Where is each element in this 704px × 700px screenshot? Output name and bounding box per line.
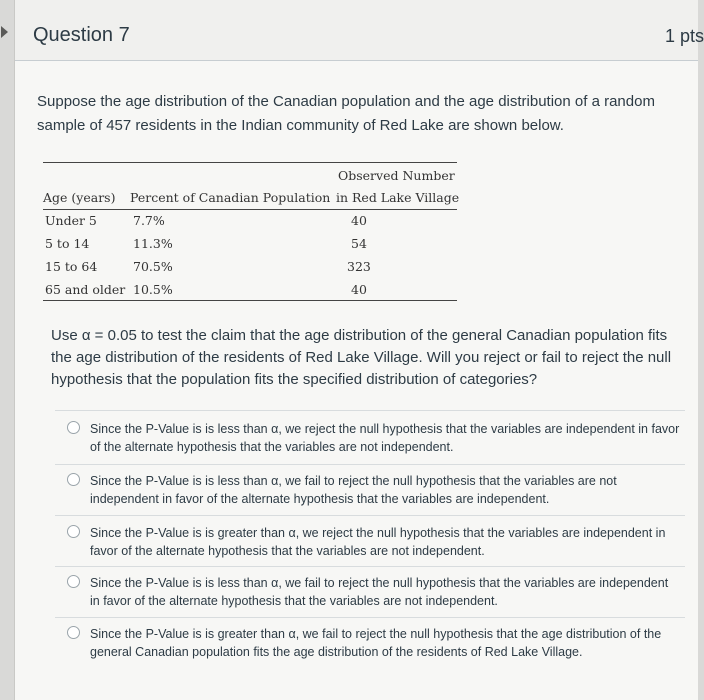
answer-option-text: Since the P-Value is is greater than α, we reject the null hypothesis that the variables are independent in favor of the alternate hypothesis that the variables are not independent. [90,526,666,558]
table-cell-percent: 70.5% [133,259,173,274]
option-divider [55,464,685,465]
option-divider [55,566,685,567]
radio-button[interactable] [67,473,80,486]
table-cell-age: 5 to 14 [45,236,90,251]
radio-button[interactable] [67,525,80,538]
table-cell-observed: 40 [351,213,367,228]
answer-option-text: Since the P-Value is is less than α, we fail to reject the null hypothesis that the variables are not independent in favor of the alternate hypothesis that the variables are independent. [90,474,617,506]
table-header-observed: in Red Lake Village [336,190,460,205]
table-header-age: Age (years) [43,190,116,205]
table-cell-age: 15 to 64 [45,259,98,274]
answer-option-text: Since the P-Value is is greater than α, we fail to reject the null hypothesis that the age distribution of the general Canadian population fits the age distribution of the residents of Red Lake Village. [90,627,662,659]
answer-option-text: Since the P-Value is is less than α, we reject the null hypothesis that the variables are independent in favor of the alternate hypothesis that the variables are not independent. [90,422,680,454]
table-bottom-rule [43,300,457,301]
table-header-percent: Percent of Canadian Population [130,190,331,205]
question-header [15,0,704,61]
table-cell-age: Under 5 [45,213,97,228]
question-points: 1 pts [665,26,704,46]
table-cell-observed: 40 [351,282,367,297]
question-card [14,0,704,700]
table-header-rule [43,209,457,210]
answer-option-text: Since the P-Value is is less than α, we fail to reject the null hypothesis that the variables are independent in favor of the alternate hypothesis that the variables are not independent. [90,576,669,608]
table-header-top: Observed Number [338,168,455,183]
table-cell-percent: 10.5% [133,282,173,297]
table-cell-observed: 323 [347,259,371,274]
option-divider [55,515,685,516]
option-divider [55,410,685,411]
question-prompt: Use α = 0.05 to test the claim that the age distribution of the general Canadian population fits the age distribution of the residents of Red Lake Village. Will you reject or fail to reject the null hypothesis that the population fits the specified distribution of categories? [51,327,672,388]
table-top-rule [43,162,457,163]
question-title: Question 7 [33,24,130,46]
radio-button[interactable] [67,626,80,639]
table-cell-percent: 7.7% [133,213,165,228]
option-divider [55,617,685,618]
question-intro: Suppose the age distribution of the Canadian population and the age distribution of a random sample of 457 residents in the Indian community of Red Lake are shown below. [37,93,655,134]
collapse-arrow-icon [1,26,8,38]
radio-button[interactable] [67,421,80,434]
table-cell-age: 65 and older [45,282,126,297]
radio-button[interactable] [67,575,80,588]
table-cell-percent: 11.3% [133,236,173,251]
table-cell-observed: 54 [351,236,367,251]
